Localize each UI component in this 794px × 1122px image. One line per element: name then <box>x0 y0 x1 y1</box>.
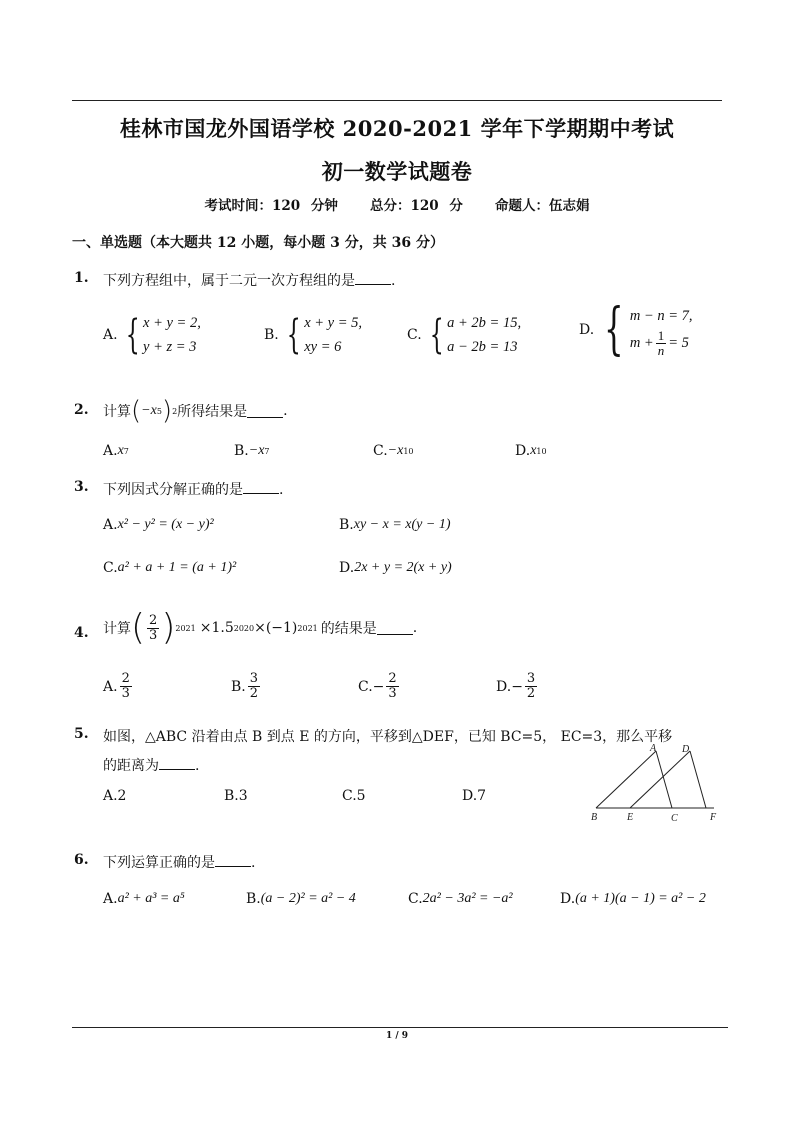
fraction: $\frac{2}{3}$ <box>121 671 130 701</box>
option-d: D.7 <box>462 788 487 804</box>
brace-icon: { <box>125 312 140 358</box>
fraction: $\frac{2}{3}$ <box>388 671 397 701</box>
option-a: A. $\frac{2}{3}$ <box>103 671 130 701</box>
label-a: A <box>650 744 657 754</box>
option-label: B. <box>264 327 279 343</box>
fraction: $\frac{2}{3}$ <box>149 612 158 643</box>
segment-de <box>630 751 690 808</box>
answer-blank <box>215 854 251 867</box>
page-subtitle: 初一数学试题卷 <box>321 159 473 184</box>
exam-meta: 考试时间：120 分钟 总分：120 分 命题人：伍志娟 <box>204 198 590 214</box>
question-number: 3. <box>74 479 89 495</box>
answer-blank <box>243 481 279 494</box>
triangle-translation-figure <box>586 744 722 826</box>
answer-blank <box>355 272 391 285</box>
fraction: $\frac{3}{2}$ <box>526 671 536 701</box>
answer-blank <box>159 757 195 770</box>
equation-line: m + $\frac{1}{n}$ = 5 <box>629 327 689 358</box>
option-d: D. x 10 <box>515 443 547 459</box>
question-text: 下列方程组中，属于二元一次方程组的是 . <box>103 273 396 289</box>
option-c: C. −x 10 <box>373 443 414 459</box>
equation-line: y + z = 3 <box>143 339 197 355</box>
equation-line: a + 2b = 15, <box>447 315 522 331</box>
option-label: C. <box>407 327 422 343</box>
option-c <box>407 311 521 359</box>
question-number: 4. <box>74 625 89 641</box>
label-e: E <box>627 812 634 823</box>
question-text: 下列因式分解正确的是 . <box>103 482 284 498</box>
option-c: C. − $\frac{2}{3}$ <box>358 671 397 701</box>
option-a <box>103 311 201 359</box>
question-text: 下列运算正确的是 . <box>103 855 256 871</box>
question-stem: 下列方程组中，属于二元一次方程组的是 <box>103 273 355 289</box>
option-a: A. x 7 <box>103 443 129 459</box>
page-title: 桂林市国龙外国语学校 2020-2021 学年下学期期中考试 <box>119 116 675 141</box>
option-b <box>264 311 362 359</box>
bottom-rule <box>72 1027 728 1028</box>
page-number: 1 / 9 <box>385 1031 409 1041</box>
label-c: C <box>671 813 678 824</box>
option-b: B. (a − 2)² = a² − 4 <box>246 891 356 907</box>
fraction: $\frac{1}{n}$ <box>657 327 665 358</box>
segment-ab <box>596 751 656 808</box>
equation-line: x + y = 2, <box>143 315 201 331</box>
option-d <box>579 297 693 362</box>
brace-icon: { <box>286 312 301 358</box>
question-text: 如图，△ABC 沿着由点 B 到点 E 的方向，平移到△DEF，已知 BC=5， EC=3，那么平移 <box>103 729 673 745</box>
question-number: 2. <box>74 402 89 418</box>
option-label: A. <box>103 327 118 343</box>
brace-icon: { <box>604 297 624 362</box>
option-a: A. a² + a³ = a⁵ <box>103 891 185 907</box>
equation-line: m − n = 7, <box>629 307 693 324</box>
question-number: 5. <box>74 726 89 742</box>
option-a: A.2 <box>103 788 127 804</box>
question-text-cont: 的距离为 . <box>103 758 200 774</box>
option-label: D. <box>579 322 595 338</box>
option-b: B. $\frac{3}{2}$ <box>231 671 259 701</box>
label-b: B <box>591 812 598 823</box>
option-d: D. − $\frac{3}{2}$ <box>496 671 536 701</box>
label-d: D <box>682 744 690 755</box>
answer-blank <box>377 622 413 635</box>
question-text: 计算 ( $\frac{2}{3}$ ) 2021 ×1.5 2020 ×(−1) 2021 的结果是 . <box>103 607 418 648</box>
option-b: B. −x 7 <box>234 443 270 459</box>
option-c: C. 2a² − 3a² = −a² <box>408 891 513 907</box>
question-number: 6. <box>74 852 89 868</box>
top-rule <box>72 100 722 101</box>
section-heading: 一、单选题（本大题共 12 小题，每小题 3 分，共 36 分） <box>72 235 444 251</box>
option-c: C.5 <box>342 788 366 804</box>
label-f: F <box>710 812 717 823</box>
fraction: $\frac{3}{2}$ <box>249 671 259 701</box>
equation-line: a − 2b = 13 <box>447 339 518 355</box>
question-text: 计算 ( −x 5 ) 2 所得结果是 . <box>103 396 288 426</box>
answer-blank <box>247 405 283 418</box>
math-expression: −x <box>141 403 157 418</box>
equation-line: x + y = 5, <box>304 315 363 331</box>
segment-ac <box>656 751 672 808</box>
option-b: B.3 <box>224 788 248 804</box>
option-a: A. x² − y² = (x − y)² <box>103 517 214 533</box>
option-d: D. (a + 1)(a − 1) = a² − 2 <box>560 891 706 907</box>
question-number: 1. <box>74 270 89 286</box>
segment-df <box>690 751 706 808</box>
option-b: B. xy − x = x(y − 1) <box>339 517 451 533</box>
option-d: D. 2x + y = 2(x + y) <box>339 560 452 576</box>
equation-line: xy = 6 <box>304 339 342 355</box>
brace-icon: { <box>429 312 444 358</box>
option-c: C. a² + a + 1 = (a + 1)² <box>103 560 237 576</box>
